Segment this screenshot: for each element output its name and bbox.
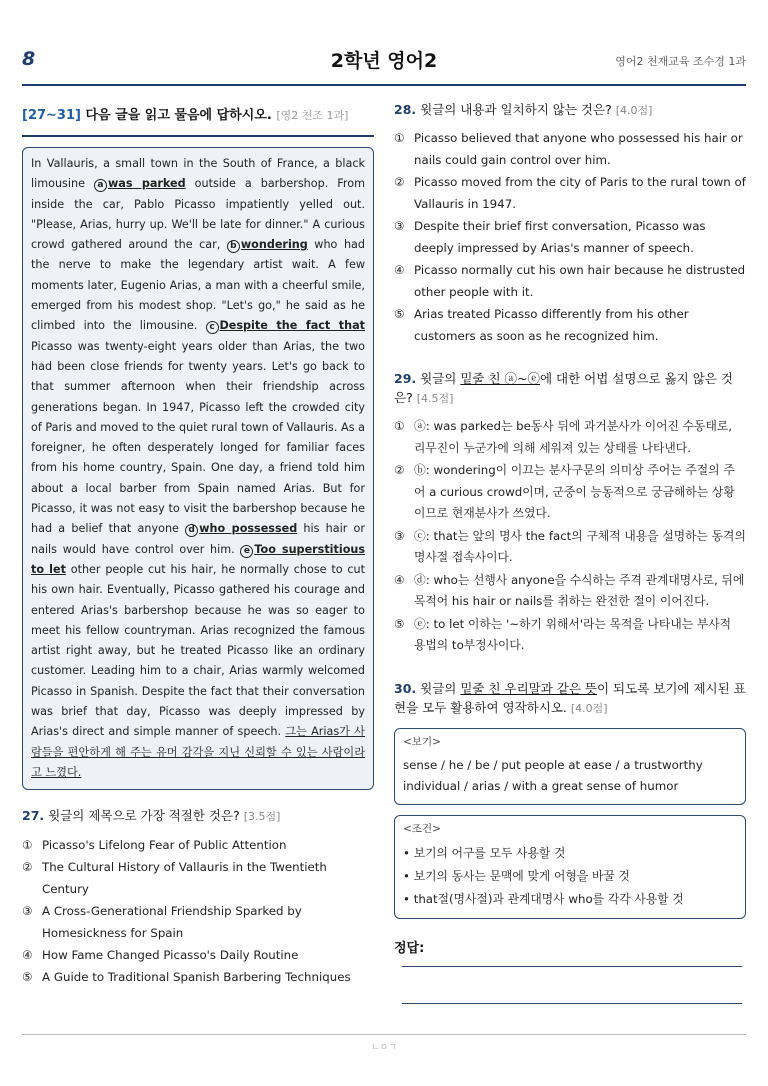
option-text: Picasso moved from the city of Paris to the rural town of Vallauris in 1947. bbox=[414, 175, 746, 211]
example-label: <보기> bbox=[403, 735, 441, 748]
footer-divider bbox=[22, 1034, 746, 1035]
option-text: ⓑ: wondering이 이끄는 분사구문의 의미상 주어는 주절의 주어 a curious crowd이며, 군중이 능동적으로 궁금해하는 상황이므로 현재분사가 쓰였다. bbox=[414, 463, 735, 520]
option-text: Arias treated Picasso differently from his other customers as soon as he recognized him. bbox=[414, 307, 689, 343]
option-text: A Cross-Generational Friendship Sparked by Homesickness for Spain bbox=[42, 904, 302, 941]
option-text: ⓓ: who는 선행사 anyone을 수식하는 주격 관계대명사로, 뒤에 목적어 his hair or nails를 취하는 완전한 절이 이어진다. bbox=[414, 572, 745, 608]
question-27-prompt bbox=[22, 806, 374, 826]
q29-options bbox=[394, 416, 746, 657]
term-b: wondering bbox=[240, 238, 308, 252]
condition-item: • that절(명사절)과 관계대명사 who를 각각 사용할 것 bbox=[403, 891, 684, 906]
option-number: ② bbox=[22, 860, 33, 875]
marker-c: c bbox=[206, 321, 219, 334]
answer-line-1[interactable] bbox=[402, 966, 742, 967]
term-a: was parked bbox=[107, 177, 186, 191]
question-text: 이 되도록 보기에 제시된 표현을 모두 활용하여 영작하시오. bbox=[394, 680, 746, 715]
option-number: ③ bbox=[394, 219, 405, 233]
option-number: ④ bbox=[22, 948, 33, 963]
q28-option-4[interactable] bbox=[394, 260, 746, 303]
term-e: Too superstitious to let bbox=[31, 542, 366, 576]
question-text: 에 대한 어법 설명으로 옳지 않은 것은? bbox=[394, 371, 733, 405]
option-number: ⑤ bbox=[394, 307, 405, 321]
reading-passage bbox=[22, 147, 374, 790]
passage-text: other people cut his hair, he normally chose to cut his own hair. Eventually, Picasso gathered his courage and entered Arias's barbershop because he was so eager to meet his fellow countryman. Arias recognized the famous artist right away, but he treated Picasso like an ordinary customer. Leading him to a chair, Arias warmly welcomed Picasso in Spanish. Despite the fact that their conversation was brief that day, Picasso was deeply impressed by Arias's direct and simple manner of speech. bbox=[31, 562, 365, 739]
question-text: 윗글의 bbox=[420, 680, 461, 696]
q27-option-5[interactable] bbox=[22, 966, 374, 988]
passage-text: his hair or nails would have control over him. bbox=[31, 522, 365, 556]
question-text-underlined: 밑줄 친 ⓐ~ⓔ bbox=[460, 371, 540, 386]
option-number: ⑤ bbox=[22, 970, 33, 985]
question-text: 윗글의 내용과 일치하지 않는 것은? bbox=[420, 102, 612, 117]
left-column bbox=[22, 104, 374, 988]
right-column bbox=[394, 100, 746, 1004]
passage-text: Picasso was twenty-eight years older than Arias, the two had been close friends for twenty years. Let's go back to that summer afternoon when their friendship across generations began. In 1947, Picasso left the crowded city of Paris and moved to the quiet rural town of Vallauris. As a foreigner, he often desperately longed for familiar faces from his home country, Spain. One day, a friend told him about a local barber from Spain named Arias. But for Picasso, it was not easy to visit the barbershop because he had a belief that anyone bbox=[31, 339, 365, 536]
option-number: ① bbox=[22, 838, 33, 853]
passage-text: In Vallauris, a small town in the South of France, a black limousine bbox=[31, 157, 365, 191]
option-number: ③ bbox=[394, 528, 405, 543]
question-27 bbox=[22, 806, 374, 988]
marker-a: a bbox=[94, 179, 107, 192]
option-text: ⓐ: was parked는 be동사 뒤에 과거분사가 이어진 수동태로, 리무진이 누군가에 의해 세워져 있는 상태를 나타낸다. bbox=[414, 419, 732, 455]
condition-item: • 보기의 동사는 문맥에 맞게 어형을 바꿀 것 bbox=[403, 868, 630, 883]
question-points: [4.0점] bbox=[570, 701, 608, 715]
option-text: Despite their brief first conversation, Picasso was deeply impressed by Arias's manner of speech. bbox=[414, 219, 706, 255]
term-c: Despite the fact that bbox=[219, 319, 365, 333]
section-source: [영2 천조 1과] bbox=[276, 109, 349, 122]
q29-option-1[interactable] bbox=[394, 416, 746, 459]
passage-text: outside a barbershop. From inside the car, Pablo Picasso impatiently yelled out. "Please, Arias, hurry up. We'll be late for dinner." A curious crowd gathered around the car, bbox=[31, 177, 365, 252]
condition-list bbox=[403, 842, 737, 911]
question-text: 윗글의 bbox=[420, 371, 461, 386]
question-text-underlined: 밑줄 친 우리말과 같은 뜻 bbox=[460, 680, 597, 696]
question-points: [3.5점] bbox=[243, 810, 281, 824]
option-text: Picasso's Lifelong Fear of Public Attention bbox=[42, 838, 287, 853]
question-29 bbox=[394, 369, 746, 657]
option-number: ② bbox=[394, 175, 405, 189]
example-box bbox=[394, 728, 746, 805]
option-text: ⓔ: to let 이하는 '~하기 위해서'라는 목적을 나타내는 부사적 용법의 to부정사이다. bbox=[414, 616, 732, 652]
question-text: 윗글의 제목으로 가장 적절한 것은? bbox=[48, 808, 240, 824]
question-points: [4.5점] bbox=[416, 392, 454, 405]
q27-option-3[interactable] bbox=[22, 900, 374, 944]
page-number: 8 bbox=[22, 48, 36, 70]
question-30 bbox=[394, 679, 746, 1004]
q29-option-4[interactable] bbox=[394, 570, 746, 613]
page-header bbox=[22, 40, 746, 86]
condition-item: • 보기의 어구를 모두 사용할 것 bbox=[403, 845, 566, 860]
option-number: ④ bbox=[394, 572, 405, 587]
q28-options bbox=[394, 128, 746, 347]
option-number: ④ bbox=[394, 263, 405, 277]
term-d: who possessed bbox=[199, 522, 298, 536]
q29-option-2[interactable] bbox=[394, 460, 746, 525]
marker-b: b bbox=[227, 240, 240, 253]
option-text: Picasso believed that anyone who possessed his hair or nails could gain control over him. bbox=[414, 131, 743, 167]
header-divider bbox=[22, 84, 746, 86]
question-number: 30. bbox=[394, 680, 417, 696]
q28-option-2[interactable] bbox=[394, 172, 746, 215]
option-text: Picasso normally cut his own hair because he distrusted other people with it. bbox=[414, 263, 746, 299]
condition-box bbox=[394, 815, 746, 919]
question-points: [4.0점] bbox=[615, 104, 653, 117]
example-words: sense / he / be / put people at ease / a trustworthy individual / arias / with a great sense of humor bbox=[403, 757, 703, 793]
marker-e: e bbox=[240, 545, 253, 558]
option-text: ⓒ: that는 앞의 명사 the fact의 구체적 내용을 설명하는 동격의 명사절 접속사이다. bbox=[414, 528, 746, 564]
option-text: How Fame Changed Picasso's Daily Routine bbox=[42, 948, 299, 963]
question-30-prompt bbox=[394, 679, 746, 718]
korean-underlined-sentence: 그는 Arias가 사람들을 편안하게 해 주는 유머 감각을 지닌 신뢰할 수 있는 사람이라고 느꼈다. bbox=[31, 725, 365, 779]
answer-line-2[interactable] bbox=[402, 1003, 742, 1004]
condition-label: <조건> bbox=[403, 822, 441, 835]
option-text: A Guide to Traditional Spanish Barbering Techniques bbox=[42, 970, 351, 985]
q28-option-5[interactable] bbox=[394, 304, 746, 347]
question-28 bbox=[394, 100, 746, 347]
section-heading bbox=[22, 104, 374, 137]
question-number: 29. bbox=[394, 371, 417, 386]
option-number: ⑤ bbox=[394, 616, 405, 631]
question-number: 28. bbox=[394, 102, 417, 117]
q29-option-3[interactable] bbox=[394, 526, 746, 569]
footer-mark: ㄴㅇㄱ bbox=[370, 1043, 398, 1053]
q27-options bbox=[22, 834, 374, 988]
option-text: The Cultural History of Vallauris in the Twentieth Century bbox=[42, 860, 327, 897]
option-number: ② bbox=[394, 463, 405, 477]
option-number: ① bbox=[394, 419, 405, 433]
page-title: 2학년 영어2 bbox=[330, 50, 438, 72]
question-28-prompt bbox=[394, 100, 746, 120]
option-number: ③ bbox=[22, 904, 33, 919]
q28-option-1[interactable] bbox=[394, 128, 746, 171]
q27-option-4[interactable] bbox=[22, 944, 374, 966]
section-range: [27~31] bbox=[22, 108, 81, 123]
option-number: ① bbox=[394, 131, 405, 145]
marker-d: d bbox=[185, 524, 198, 537]
question-number: 27. bbox=[22, 808, 45, 824]
q28-option-3[interactable] bbox=[394, 216, 746, 259]
q27-option-1[interactable] bbox=[22, 834, 374, 856]
page-subtitle: 영어2 천재교육 조수경 1과 bbox=[615, 55, 746, 68]
question-29-prompt bbox=[394, 369, 746, 408]
q29-option-5[interactable] bbox=[394, 614, 746, 657]
answer-label: 정답: bbox=[394, 940, 425, 956]
section-instruction: 다음 글을 읽고 물음에 답하시오. bbox=[85, 108, 272, 123]
passage-text: who had the nerve to make the legendary artist wait. A few moments later, Eugenio Arias, a man with a cheerful smile, emerged from his modest shop. "Let's go," he said as he climbed into the limousine. bbox=[31, 238, 365, 333]
q27-option-2[interactable] bbox=[22, 856, 374, 900]
